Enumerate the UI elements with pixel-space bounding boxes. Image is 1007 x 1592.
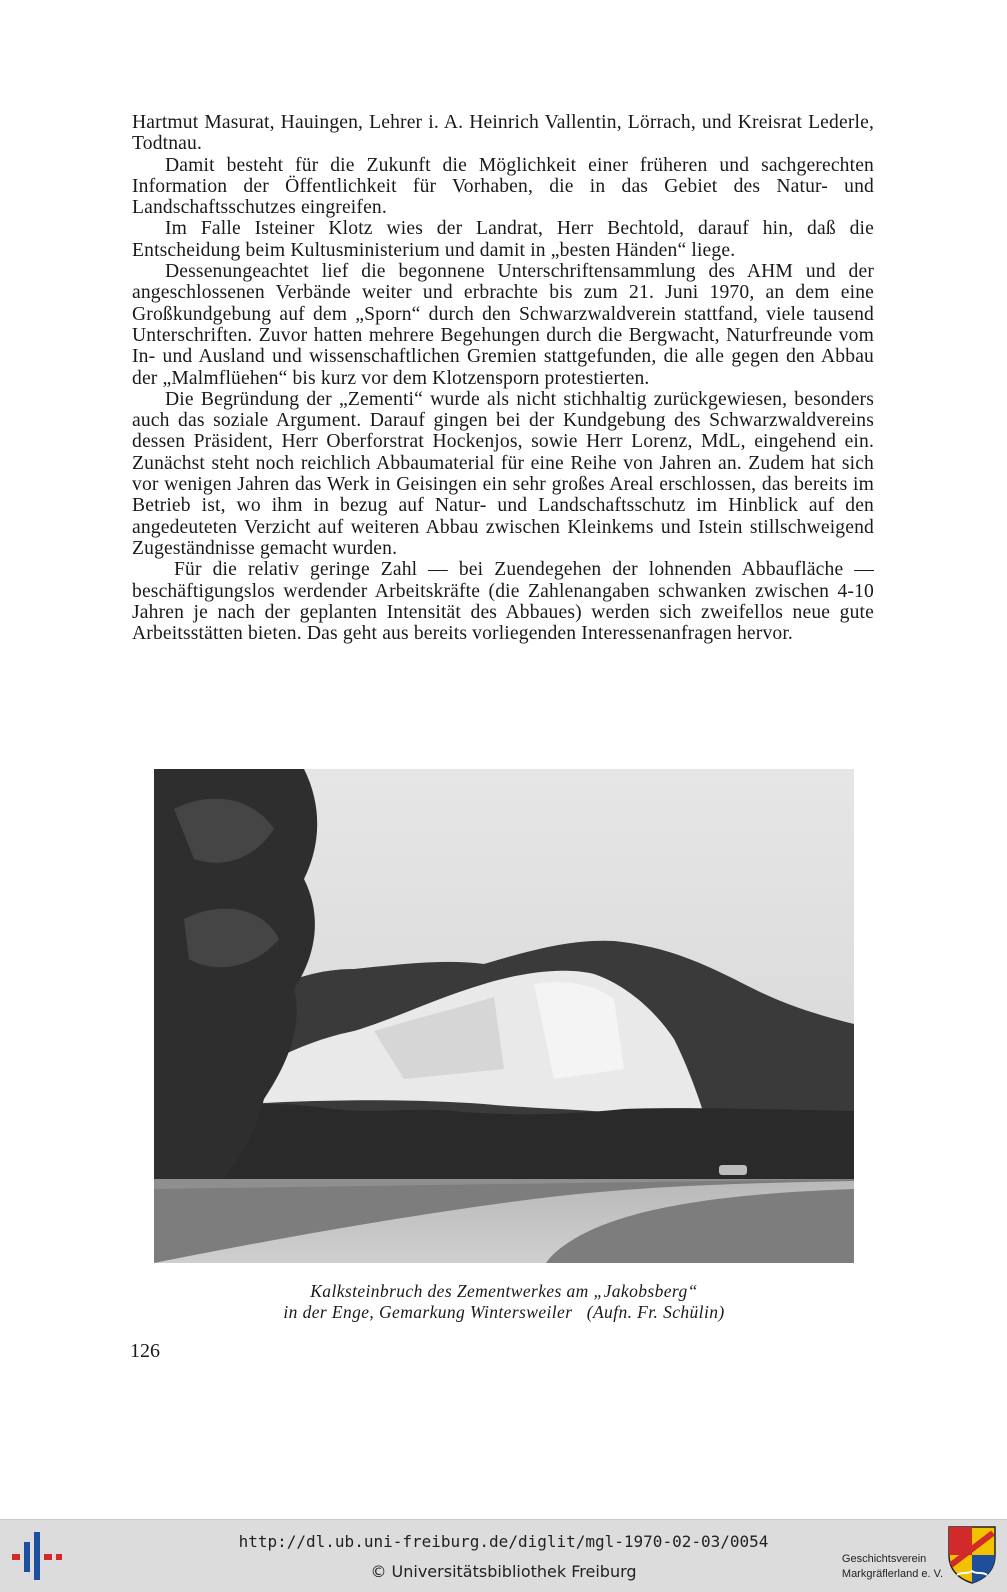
body-text [132, 112, 874, 644]
coat-of-arms-icon [947, 1525, 997, 1585]
footer-bar [0, 1519, 1007, 1592]
paragraph: Für die relativ geringe Zahl — bei Zuendegehen der lohnenden Abbaufläche — beschäftigungslos werdender Arbeitskräfte (die Zahlenangaben schwanken zwischen 4-10 Jahren je nach der geplanten Intensität des Abbaues) werden sich zweifellos neue gute Arbeitsstätten bieten. Das geht aus bereits vorliegenden Interessenanfragen hervor. [132, 559, 874, 645]
quarry-photo [154, 769, 854, 1263]
paragraph: Hartmut Masurat, Hauingen, Lehrer i. A. Heinrich Vallentin, Lörrach, und Kreisrat Lederle, Todtnau. [132, 112, 874, 155]
photo-caption [154, 1281, 854, 1323]
caption-line: in der Enge, Gemarkung Wintersweiler (Aufn. Fr. Schülin) [283, 1302, 725, 1322]
document-url-link[interactable]: http://dl.ub.uni-freiburg.de/diglit/mgl-1970-02-03/0054 [238, 1532, 769, 1551]
paragraph: Damit besteht für die Zukunft die Möglichkeit einer früheren und sachgerechten Information der Öffentlichkeit für Vorhaben, die in das Gebiet des Natur- und Landschaftsschutzes eingreifen. [132, 154, 874, 219]
association-line: Geschichtsverein [841, 1553, 927, 1565]
paragraph: Dessenungeachtet lief die begonnene Unterschriftensammlung des AHM und der angeschlossenen Verbände weiter und erbrachte bis zum 21. Juni 1970, an dem eine Großkundgebung auf dem „Sporn“ durch den Schwarzwaldverein stattfand, viele tausend Unterschriften. Zuvor hatten mehrere Begehungen durch die Bergwacht, Naturfreunde vom In- und Ausland und wissenschaftlichen Gremien stattgefunden, die alle gegen den Abbau der „Malmflüehen“ bis kurz vor dem Klotzensporn protestierten. [132, 261, 874, 389]
association-line: Markgräflerland e. V. [841, 1568, 943, 1580]
caption-line: Kalksteinbruch des Zementwerkes am „Jakobsberg“ [310, 1281, 698, 1301]
paragraph: Im Falle Isteiner Klotz wies der Landrat, Herr Bechtold, darauf hin, daß die Entscheidung beim Kultusministerium und damit in „besten Händen“ liege. [132, 218, 874, 261]
copyright-text: © Universitätsbibliothek Freiburg [370, 1562, 637, 1581]
page-number: 126 [130, 1340, 160, 1362]
association-name [842, 1552, 943, 1582]
paragraph: Die Begründung der „Zementi“ wurde als nicht stichhaltig zurückgewiesen, besonders auch das soziale Argument. Darauf gingen bei der Kundgebung des Schwarzwaldvereins dessen Präsident, Herr Oberforstrat Hockenjos, sowie Herr Lorenz, MdL, eingehend ein. Zunächst steht noch reichlich Abbaumaterial für eine Reihe von Jahren an. Zudem hat sich vor wenigen Jahren das Werk in Geisingen ein sehr großes Areal erschlossen, das bereits im Betrieb ist, wo ihm in bezug auf Natur- und Landschaftsschutz im Hinblick auf den angedeuteten Verzicht auf weiteren Abbau zwischen Kleinkems und Istein stillschweigend Zugeständnisse gemacht wurden. [132, 388, 874, 559]
